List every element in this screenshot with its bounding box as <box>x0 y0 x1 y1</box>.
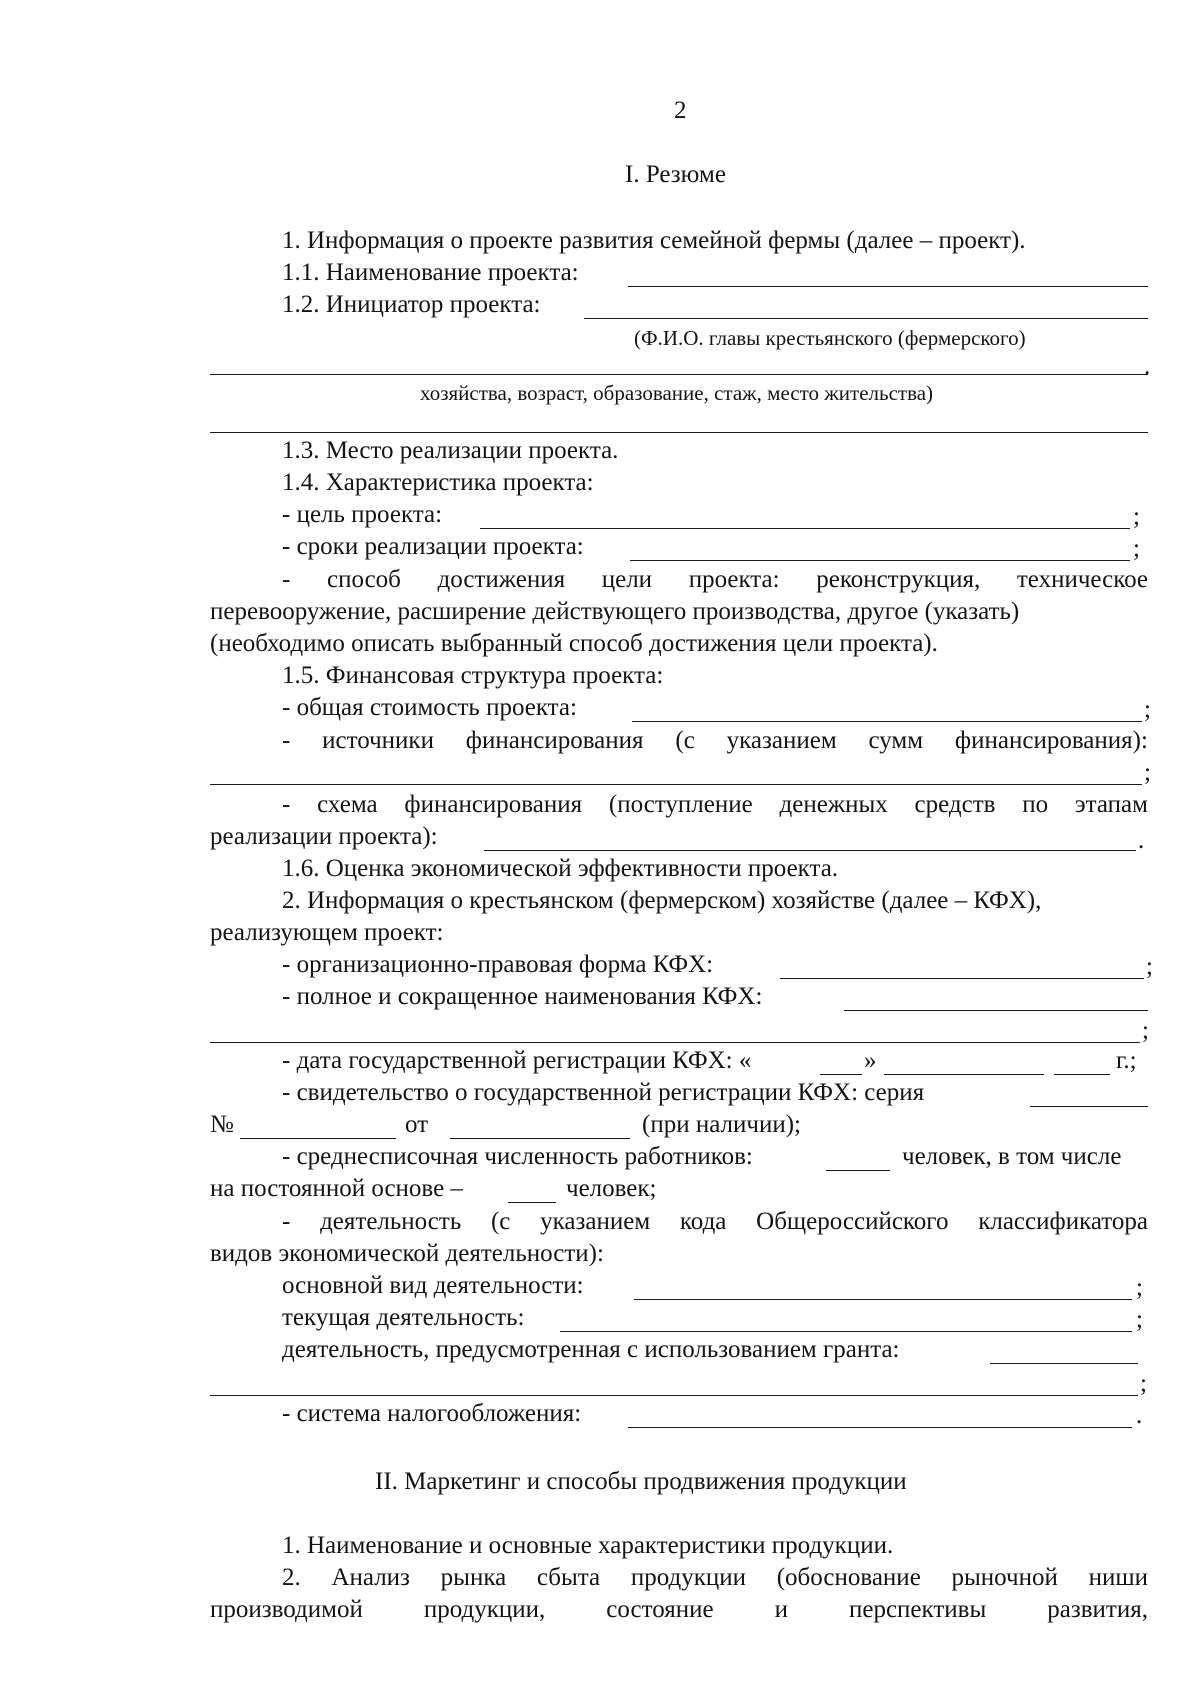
word: развития, <box>1047 1596 1148 1623</box>
word: - <box>282 727 291 754</box>
word: (поступление <box>608 791 753 818</box>
field-total-cost <box>632 721 1142 722</box>
punct-semicolon: ; <box>1142 1017 1149 1044</box>
punct-semicolon: ; <box>1144 696 1151 723</box>
word: (с <box>490 1208 511 1235</box>
word: сбыта <box>536 1564 601 1591</box>
word: финансирования <box>404 791 583 818</box>
word: средств <box>914 791 996 818</box>
word: по <box>1022 791 1049 818</box>
field-permanent-count <box>508 1202 556 1203</box>
word: - <box>282 566 291 593</box>
word: (с <box>675 727 695 754</box>
label-reg-date: - дата государственной регистрации КФХ: « <box>282 1047 752 1074</box>
word: достижения <box>437 566 566 593</box>
field-org-form <box>780 978 1144 979</box>
field-terms <box>630 560 1130 561</box>
word: производимой <box>210 1596 363 1623</box>
punct-period: . <box>1136 1402 1143 1429</box>
word: Общероссийского <box>756 1208 949 1235</box>
label-from: от <box>405 1111 429 1138</box>
field-grant-activity <box>990 1363 1138 1364</box>
label-financial-structure: 1.5. Финансовая структура проекта: <box>282 662 664 689</box>
word: этапам <box>1074 791 1148 818</box>
paragraph-project-info: 1. Информация о проекте развития семейной фермы (далее – проект). <box>282 227 1026 254</box>
label-project-name: 1.1. Наименование проекта: <box>282 259 579 286</box>
paragraph-market-analysis-line2 <box>210 1595 1148 1625</box>
paragraph-method <box>282 565 1148 595</box>
field-goal <box>480 528 1130 529</box>
paragraph-activity-line2: видов экономической деятельности): <box>210 1240 604 1267</box>
field-reg-month <box>884 1074 1044 1075</box>
paragraph-farm-info: 2. Информация о крестьянском (фермерском) хозяйстве (далее – КФХ), <box>282 887 1042 914</box>
punct-semicolon: ; <box>1133 535 1140 562</box>
label-grant-activity: деятельность, предусмотренная с использованием гранта: <box>282 1336 900 1363</box>
word: источники <box>322 727 434 754</box>
paragraph-method-line2: перевооружение, расширение действующего производства, другое (указать) <box>210 598 1020 625</box>
word: сумм <box>868 727 924 754</box>
word: денежных <box>779 791 888 818</box>
label-if-any: (при наличии); <box>642 1111 801 1138</box>
label-terms: - сроки реализации проекта: <box>282 533 584 560</box>
punct-semicolon: ; <box>1140 1370 1147 1397</box>
label-certificate: - свидетельство о государственной регистрации КФХ: серия <box>282 1079 925 1106</box>
caption-initiator-a: (Ф.И.О. главы крестьянского (фермерского) <box>634 326 1026 350</box>
field-reg-day <box>820 1074 862 1075</box>
field-full-name-line2 <box>210 1042 1140 1043</box>
word: рыночной <box>951 1564 1058 1591</box>
label-full-name: - полное и сокращенное наименования КФХ: <box>282 983 763 1010</box>
paragraph-method-line3: (необходимо описать выбранный способ достижения цели проекта). <box>210 630 938 657</box>
word: продукции, <box>423 1596 546 1623</box>
paragraph-sources <box>282 726 1148 756</box>
section-heading: II. Маркетинг и способы продвижения продукции <box>375 1468 907 1495</box>
punct-semicolon: ; <box>1133 503 1140 530</box>
paragraph-market-analysis <box>282 1563 1148 1593</box>
field-cert-date <box>450 1138 630 1139</box>
word: продукции <box>630 1564 747 1591</box>
word: финансирования <box>465 727 644 754</box>
word: и <box>774 1596 788 1623</box>
paragraph-activity <box>282 1207 1148 1237</box>
word: указанием <box>726 727 837 754</box>
label-org-form: - организационно-правовая форма КФХ: <box>282 951 714 978</box>
field-cert-series <box>1030 1106 1148 1107</box>
page-number: 2 <box>674 97 687 124</box>
word: способ <box>326 566 401 593</box>
quote-close: » <box>864 1047 877 1074</box>
word: (обоснование <box>776 1564 921 1591</box>
word: - <box>282 1208 291 1235</box>
punct-period: . <box>1138 827 1145 854</box>
paragraph-farm-info-line2: реализующем проект: <box>210 919 444 946</box>
label-current-activity: текущая деятельность: <box>282 1304 525 1331</box>
word: схема <box>317 791 378 818</box>
word: классификатора <box>978 1208 1148 1235</box>
field-initiator-line3 <box>210 432 1148 433</box>
label-initiator: 1.2. Инициатор проекта: <box>282 291 541 318</box>
field-reg-year <box>1054 1074 1110 1075</box>
punct-semicolon: ; <box>1136 1274 1143 1301</box>
word: рынка <box>440 1564 507 1591</box>
label-permanent: на постоянной основе – <box>210 1175 463 1202</box>
word: финансирования): <box>954 727 1148 754</box>
punct-period: . <box>1144 353 1151 380</box>
word: Анализ <box>331 1564 410 1591</box>
word: техническое <box>1016 566 1148 593</box>
label-staff: - среднесписочная численность работников: <box>282 1143 753 1170</box>
field-initiator <box>584 318 1148 319</box>
punct-semicolon: ; <box>1136 1306 1143 1333</box>
field-grant-activity-line2 <box>210 1395 1138 1396</box>
word: указанием <box>540 1208 651 1235</box>
label-scheme-line2: реализации проекта): <box>210 823 438 850</box>
word: 2. <box>282 1564 301 1591</box>
label-total-cost: - общая стоимость проекта: <box>282 694 577 721</box>
label-staff-suffix: человек, в том числе <box>902 1143 1122 1170</box>
word: перспективы <box>848 1596 987 1623</box>
field-sources <box>210 784 1142 785</box>
label-goal: - цель проекта: <box>282 501 443 528</box>
word: кода <box>679 1208 727 1235</box>
label-location: 1.3. Место реализации проекта. <box>282 437 619 464</box>
word: - <box>282 791 291 818</box>
word: ниши <box>1088 1564 1148 1591</box>
caption-initiator-b: хозяйства, возраст, образование, стаж, место жительства) <box>420 381 934 405</box>
field-project-name <box>628 286 1148 287</box>
label-number-sign: № <box>210 1111 234 1138</box>
word: состояние <box>606 1596 714 1623</box>
word: реконструкция, <box>816 566 981 593</box>
field-cert-number <box>240 1138 396 1139</box>
label-main-activity: основной вид деятельности: <box>282 1272 584 1299</box>
field-staff-count <box>826 1170 890 1171</box>
label-efficiency: 1.6. Оценка экономической эффективности проекта. <box>282 855 839 882</box>
punct-semicolon: ; <box>1146 953 1153 980</box>
paragraph-scheme <box>282 790 1148 820</box>
field-main-activity <box>634 1299 1132 1300</box>
field-current-activity <box>560 1331 1132 1332</box>
punct-semicolon: ; <box>1144 759 1151 786</box>
field-scheme <box>484 850 1136 851</box>
label-people: человек; <box>566 1175 657 1202</box>
label-year-suffix: г.; <box>1116 1047 1137 1074</box>
section-heading: I. Резюме <box>625 161 726 188</box>
label-tax-system: - система налогообложения: <box>282 1400 582 1427</box>
word: деятельность <box>320 1208 462 1235</box>
label-characteristics: 1.4. Характеристика проекта: <box>282 469 594 496</box>
paragraph-products: 1. Наименование и основные характеристики продукции. <box>282 1532 894 1559</box>
field-initiator-line2 <box>210 374 1148 375</box>
field-full-name <box>844 1010 1148 1011</box>
word: цели <box>601 566 653 593</box>
word: проекта: <box>688 566 780 593</box>
field-tax-system <box>628 1427 1132 1428</box>
